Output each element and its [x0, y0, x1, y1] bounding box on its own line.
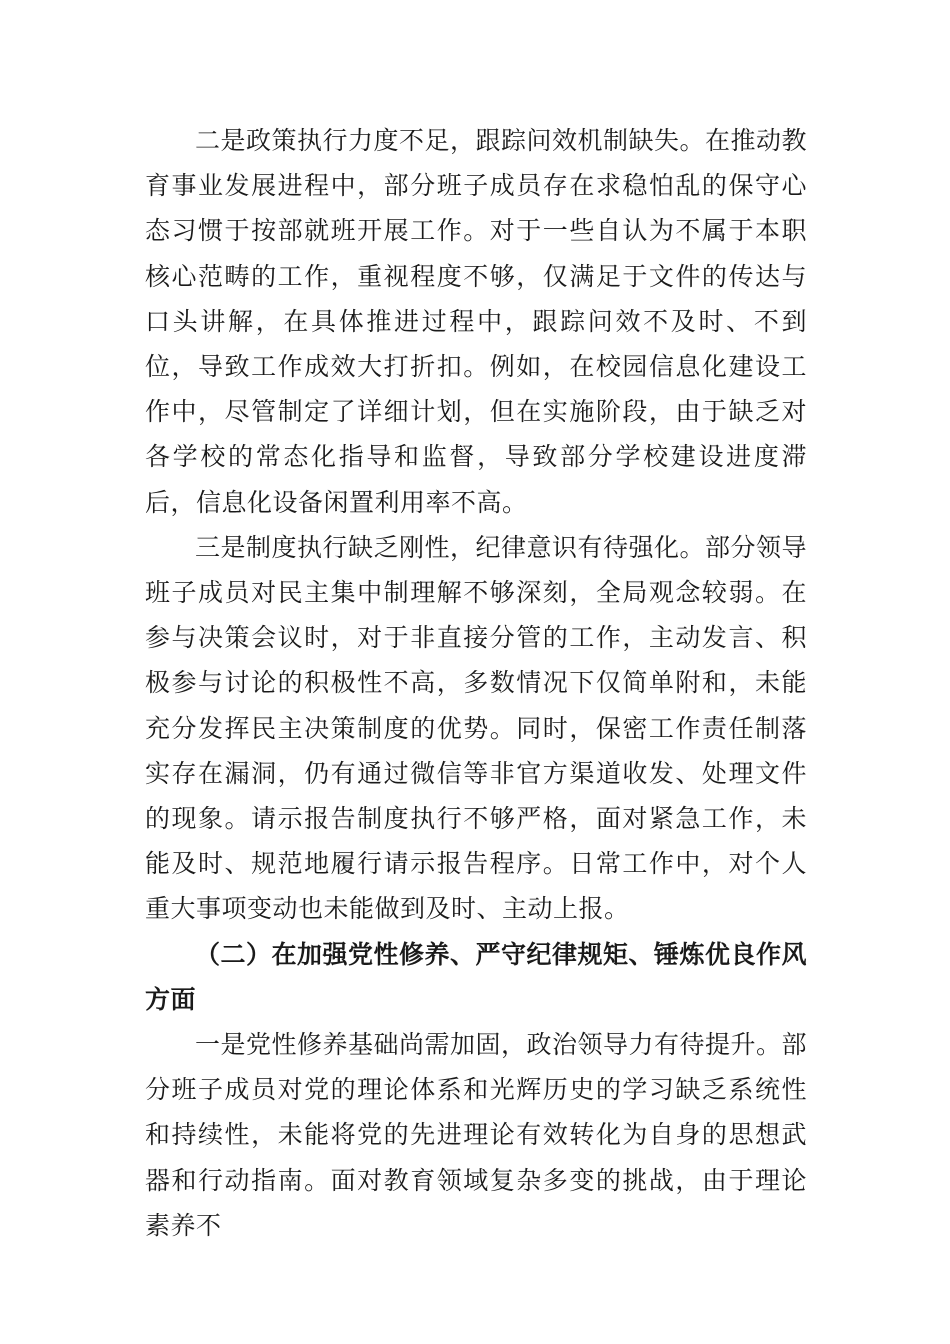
paragraph-policy-execution: 二是政策执行力度不足，跟踪问效机制缺失。在推动教育事业发展进程中，部分班子成员存在求稳怕乱的保守心态习惯于按部就班开展工作。对于一些自认为不属于本职核心范畴的工作，重视程度不够，仅满足于文件的传达与口头讲解，在具体推进过程中，跟踪问效不及时、不到位，导致工作成效大打折扣。例如，在校园信息化建设工作中，尽管制定了详细计划，但在实施阶段，由于缺乏对各学校的常态化指导和监督，导致部分学校建设进度滞后，信息化设备闲置利用率不高。 — [145, 126, 808, 517]
paragraph-party-cultivation: 一是党性修养基础尚需加固，政治领导力有待提升。部分班子成员对党的理论体系和光辉历史的学习缺乏系统性和持续性，未能将党的先进理论有效转化为自身的思想武器和行动指南。面对教育领域复杂多变的挑战，由于理论素养不 — [145, 1030, 808, 1240]
paragraph-system-discipline: 三是制度执行缺乏刚性，纪律意识有待强化。部分领导班子成员对民主集中制理解不够深刻，全局观念较弱。在参与决策会议时，对于非直接分管的工作，主动发言、积极参与讨论的积极性不高，多数情况下仅简单附和，未能充分发挥民主决策制度的优势。同时，保密工作责任制落实存在漏洞，仍有通过微信等非官方渠道收发、处理文件的现象。请示报告制度执行不够严格，面对紧急工作，未能及时、规范地履行请示报告程序。日常工作中，对个人重大事项变动也未能做到及时、主动上报。 — [145, 532, 808, 924]
section-heading-party-spirit: （二）在加强党性修养、严守纪律规矩、锤炼优良作风方面 — [145, 939, 808, 1014]
document-body — [145, 118, 807, 1248]
